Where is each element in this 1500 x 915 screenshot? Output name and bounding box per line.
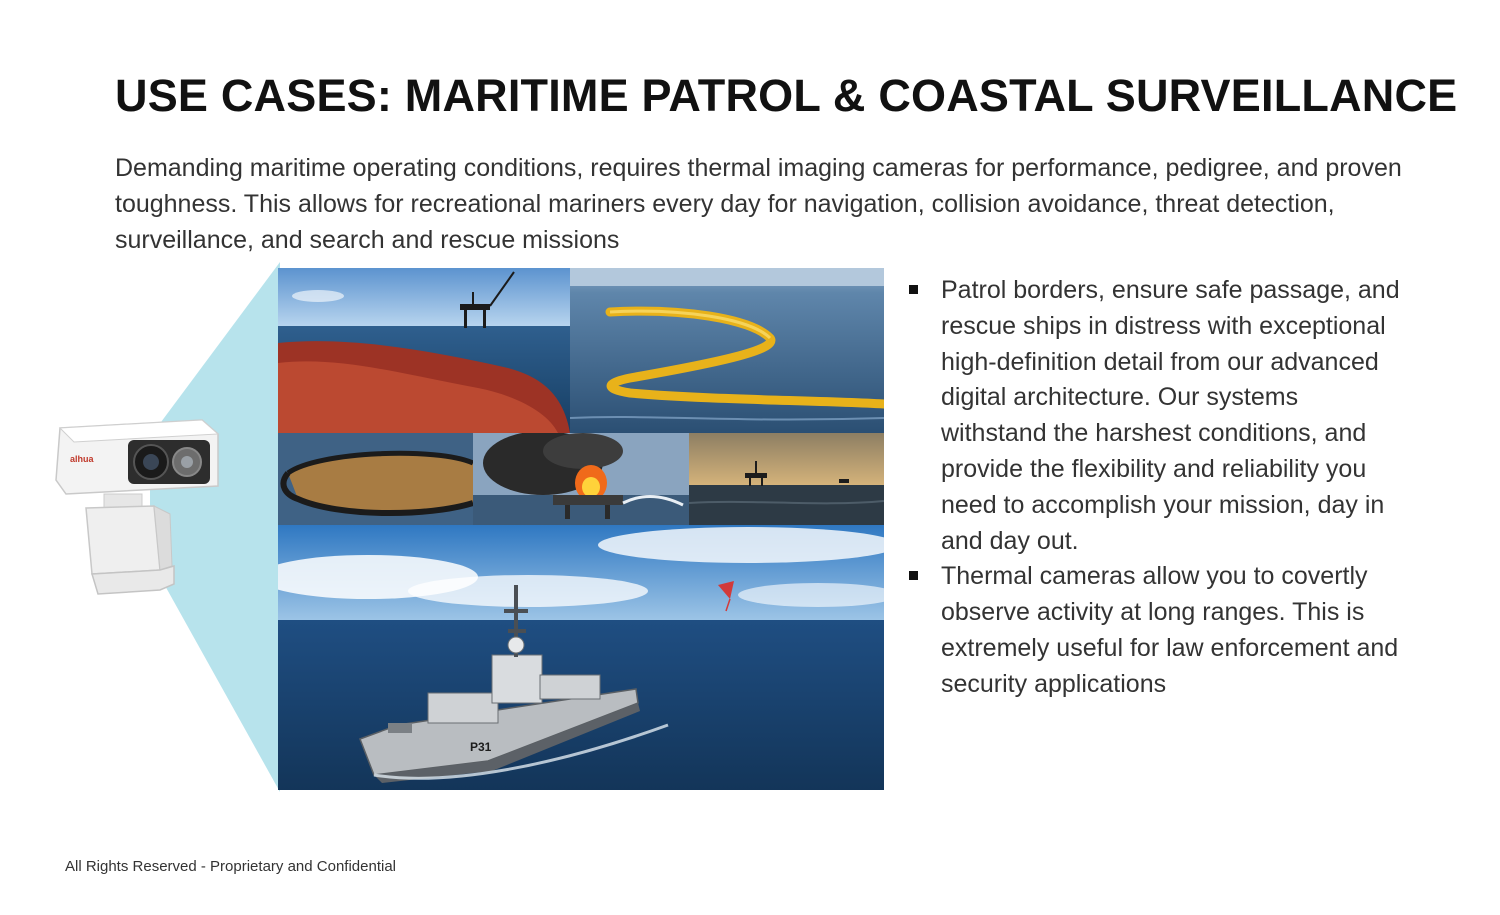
photo-containment-boom	[570, 268, 884, 433]
photo-rig-sunset	[689, 433, 884, 525]
footer-copyright: All Rights Reserved - Proprietary and Confidential	[65, 858, 396, 875]
bullet-item-thermal	[905, 559, 1405, 702]
bullet-square-icon	[909, 285, 918, 294]
photo-oil-rig-slick	[278, 268, 570, 433]
photo-circular-boom	[278, 433, 473, 525]
camera-brand-logo: alhua	[70, 454, 94, 464]
photo-patrol-ship	[278, 525, 884, 790]
slide-title: USE CASES: MARITIME PATROL & COASTAL SURVEILLANCE	[115, 70, 1458, 121]
intro-paragraph: Demanding maritime operating conditions, requires thermal imaging cameras for performance, pedigree, and proven toughness. This allows for recreational mariners every day for navigation, collision avoidance, threat detection, surveillance, and search and rescue missions	[115, 154, 1402, 254]
bullet-text: Patrol borders, ensure safe passage, and rescue ships in distress with exceptional high-definition detail from our advanced digital architecture. Our systems withstand the harshest conditions, and provide the flexibility and reliability you need to accomplish your mission, day in and day out.	[941, 276, 1400, 555]
bullet-text: Thermal cameras allow you to covertly observe activity at long ranges. This is extremely useful for law enforcement and security applications	[941, 562, 1399, 698]
ship-hull-number: P31	[470, 740, 492, 754]
maritime-photo-collage	[278, 268, 884, 790]
bullet-item-patrol	[905, 273, 1405, 559]
thermal-camera-icon	[52, 410, 222, 600]
photo-burning-rig	[473, 433, 689, 525]
feature-bullet-list	[905, 273, 1405, 703]
bullet-square-icon	[909, 571, 918, 580]
